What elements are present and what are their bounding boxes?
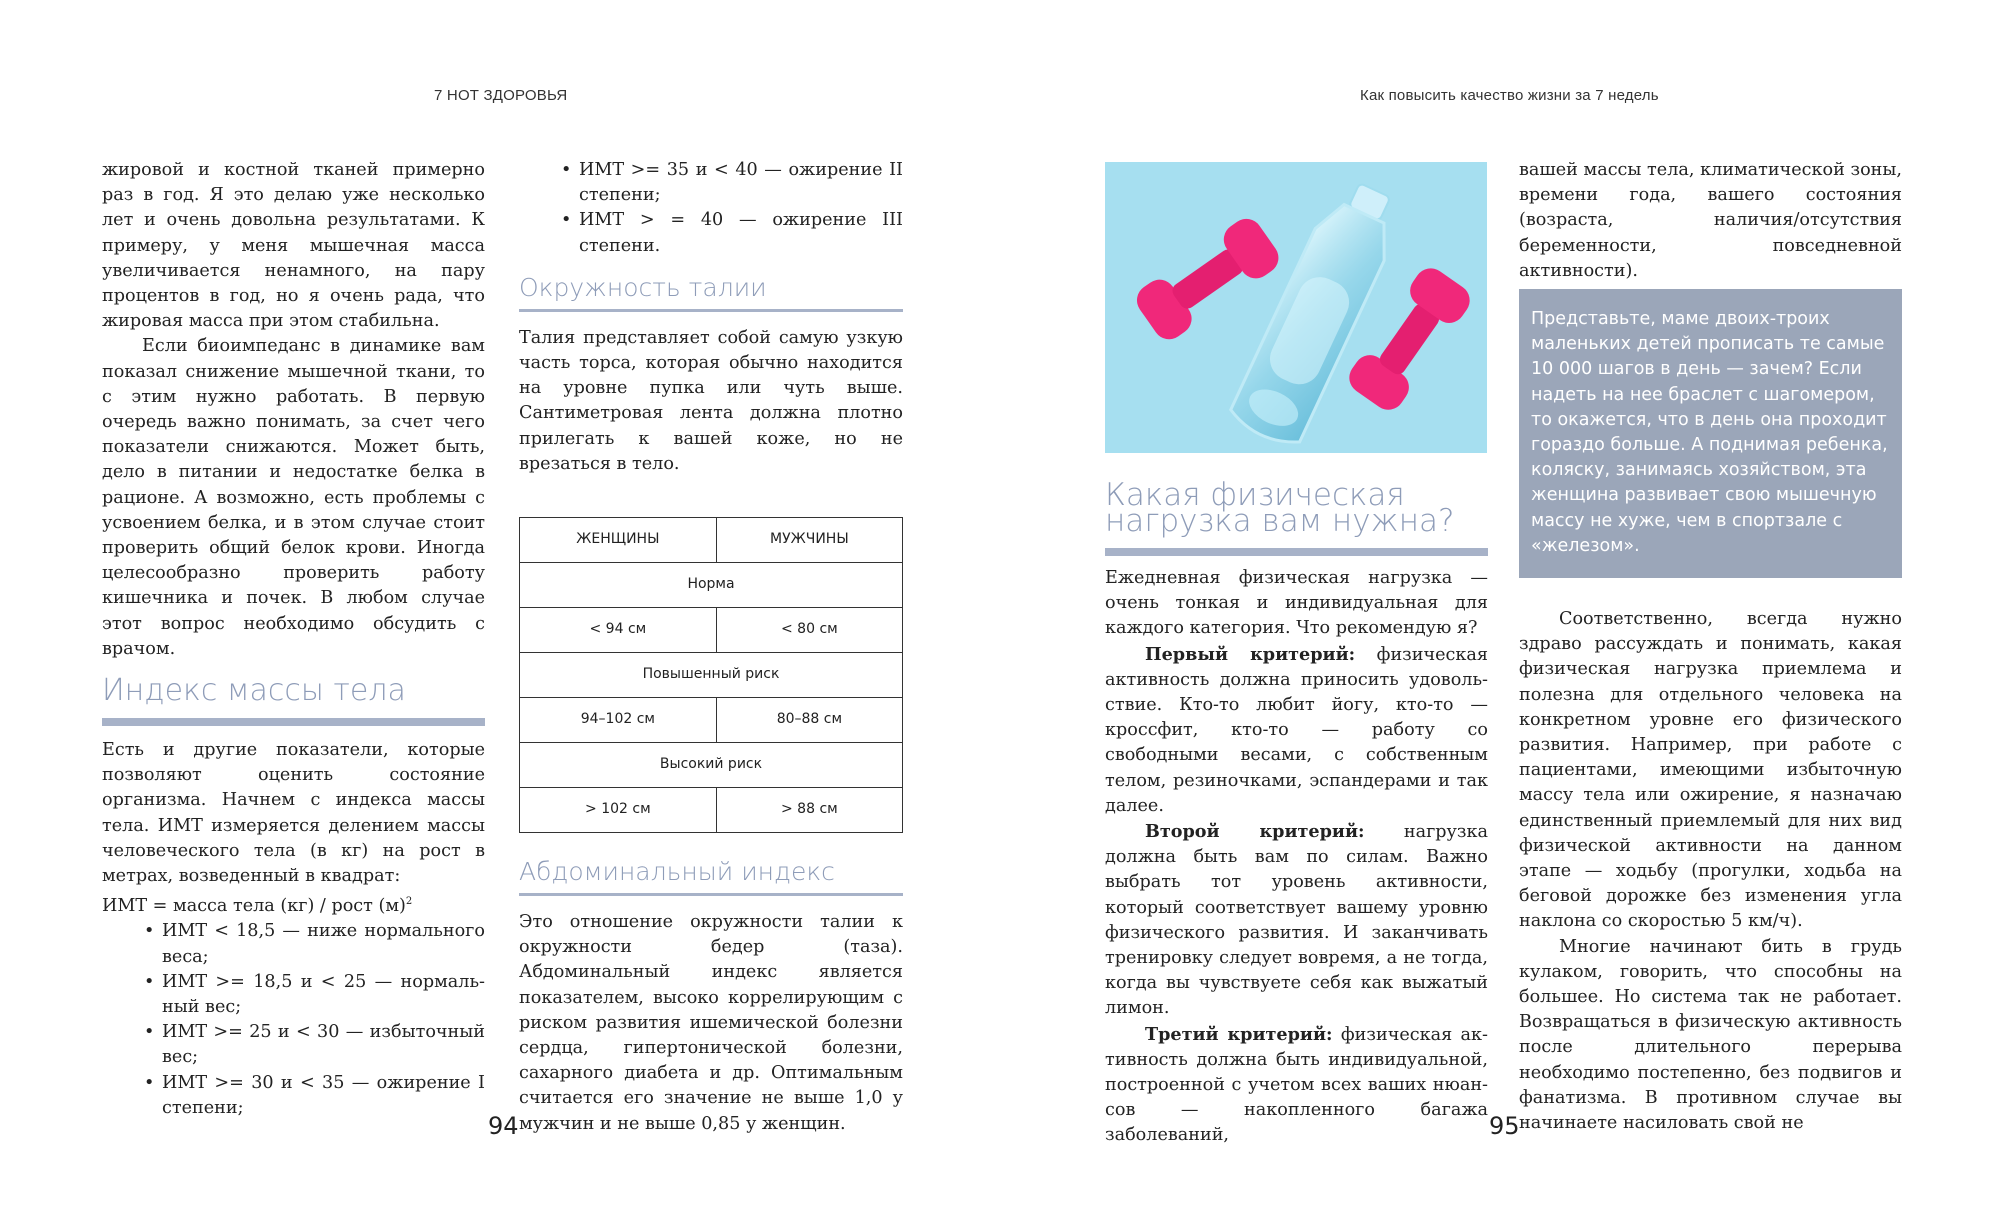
table-group-label: Высокий риск [520,743,903,788]
heading-rule [1105,548,1488,556]
heading-rule [519,309,903,312]
paragraph: Ежедневная физическая нагрузка — очень тонкая и индивидуальная для каждого категория. Что рекомендую я? [1105,568,1488,639]
waist-table [519,517,903,833]
list-item: • ИМТ >= 18,5 и < 25 — нормальный вес; [162,970,485,1020]
list-item: • ИМТ >= 35 и < 40 — ожирение II степени; [579,158,903,208]
table-header-women: ЖЕНЩИНЫ [520,518,717,563]
paragraph: Многие начинают бить в грудь кулаком, говорить, что способны на большее. Но система так не работает. Возвращаться в физическую активность после длительного перерыва необходимо постепенно, без подвигов и фанатизма. В противном случае вы начинаете насиловать свой не [1519,936,1902,1134]
paragraph: Соответственно, всегда нужно здраво рассуждать и понимать, какая физическая нагрузка приемлема и полезна для отдельного человека на конкретном уровне его физического развития. Например, при работе с пациентами, имеющими избыточную массу тела или ожирение, я назначаю единственный приемлемый для них вид физической активности на данном этапе — ходьбу (прогулки, ходьба на беговой дорожке без изменения угла наклона со скоростью 5 км/ч). [1519,609,1902,932]
table-cell: < 80 см [716,608,902,653]
running-head-left: 7 НОТ ЗДОРОВЬЯ [434,87,568,104]
list-item: • ИМТ >= 30 и < 35 — ожирение I степени; [162,1071,485,1121]
running-head-right: Как повысить качество жизни за 7 недель [1360,87,1659,104]
section-heading-physical-load: Какая физическая нагрузка вам нужна? [1105,477,1455,539]
right-page-column-1 [1105,477,1488,1149]
paragraph: Талия представляет собой самую узкую часть торса, которая обычно находится на уровне пупка или чуть выше. Сантиметровая лента должна плотно прилегать к вашей коже, но не врезаться в тело. [519,327,903,474]
dumbbells-water-bottle-photo [1105,162,1487,453]
page-number-left: 94 [488,1112,519,1140]
section-heading-bmi: Индекс массы тела [102,673,406,709]
criterion-2: Второй критерий: нагрузка должна быть вам по силам. Важно выбрать тот уровень активности, который соответствует вашему уровню физического развития. И заканчивать тренировку следует вовремя, а не тогда, когда вы чувствуете себя как выжатый лимон. [1105,821,1488,1019]
callout-box: Представьте, маме двоих-троих маленьких детей прописать те самые 10 000 шагов в день — зачем? Если надеть на нее браслет с шагомером, то окажется, что в день она проходит гораздо больше. А поднимая ребенка, коляску, занимаясь хозяйством, эта женщина развивает свою мышечную массу не хуже, чем в спортзале с «железом». [1519,289,1902,578]
table-group-label: Норма [520,563,903,608]
bmi-list-continued [519,158,903,259]
criterion-3: Третий критерий: физическая активность должна быть индивидуальной, построенной с учетом всех ваших нюансов — накопленного багажа заболеваний, [1105,1023,1488,1146]
section-heading-abdominal: Абдоминальный индекс [519,857,835,887]
dumbbells-illustration [1105,162,1487,453]
paragraph: Есть и другие показатели, которые позволяют оценить состояние организма. Начнем с индекса массы тела. ИМТ измеряется делением массы человеческого тела (в кг) на рост в метрах, возведенный в квадрат: [102,740,485,887]
paragraph: вашей массы тела, климатической зоны, времени года, вашего состояния (возраста, наличия/отсутствия беременности, повседневной активности). [1519,160,1902,281]
left-page-column-1 [102,158,485,1121]
heading-rule [519,893,903,896]
left-page-column-2 [519,158,903,1137]
table-header-men: МУЖЧИНЫ [716,518,902,563]
table-cell: 94–102 см [520,698,717,743]
section-heading-waist: Окружность талии [519,272,767,302]
page-number-right: 95 [1489,1112,1520,1140]
list-item: • ИМТ > = 40 — ожирение III степени. [579,208,903,258]
list-item: • ИМТ >= 25 и < 30 — избыточный вес; [162,1020,485,1070]
table-group-label: Повышенный риск [520,653,903,698]
list-item: • ИМТ < 18,5 — ниже нормального веса; [162,919,485,969]
criterion-1: Первый критерий: физическая активность должна приносить удовольствие. Кто-то любит йогу, кто-то — кроссфит, кто-то — работу со свободными весами, с собственным телом, резиночками, эспандерами и так далее. [1105,643,1488,816]
table-cell: > 102 см [520,788,717,833]
table-cell: > 88 см [716,788,902,833]
right-page-column-2 [1519,158,1902,284]
table-cell: 80–88 см [716,698,902,743]
paragraph: Если биоимпеданс в динамике вам показал снижение мышечной ткани, то с этим нужно работать. В первую очередь важно понимать, за счет чего показатели снижаются. Может быть, дело в питании и недостатке белка в рационе. А возможно, есть проблемы с усвоением белка, и в этом случае стоит проверить общий белок крови. Иногда целесообразно проверить работу кишечника и почек. В любом случае этот вопрос необходимо обсудить с врачом. [102,336,485,659]
right-page-column-2-continued [1519,607,1902,1136]
table-cell: < 94 см [520,608,717,653]
heading-rule [102,718,485,726]
bmi-list [102,919,485,1121]
bmi-formula: ИМТ = масса тела (кг) / рост $(м)^2$ [102,896,413,917]
paragraph: жировой и костной тканей примерно раз в год. Я это делаю уже несколько лет и очень довольна результатами. К примеру, у меня мышечная масса увеличивается ненамного, на пару процентов в год, но я очень рада, что жировая масса при этом стабильна. [102,160,485,332]
paragraph: Это отношение окружности талии к окружности бедер (таза). Абдоминальный индекс является показателем, высоко коррелирующим с риском развития ишемической болезни сердца, гипертонической болезни, сахарного диабета и др. Оптимальным считается его значение не выше 1,0 у мужчин и не выше 0,85 у женщин. [519,912,903,1134]
